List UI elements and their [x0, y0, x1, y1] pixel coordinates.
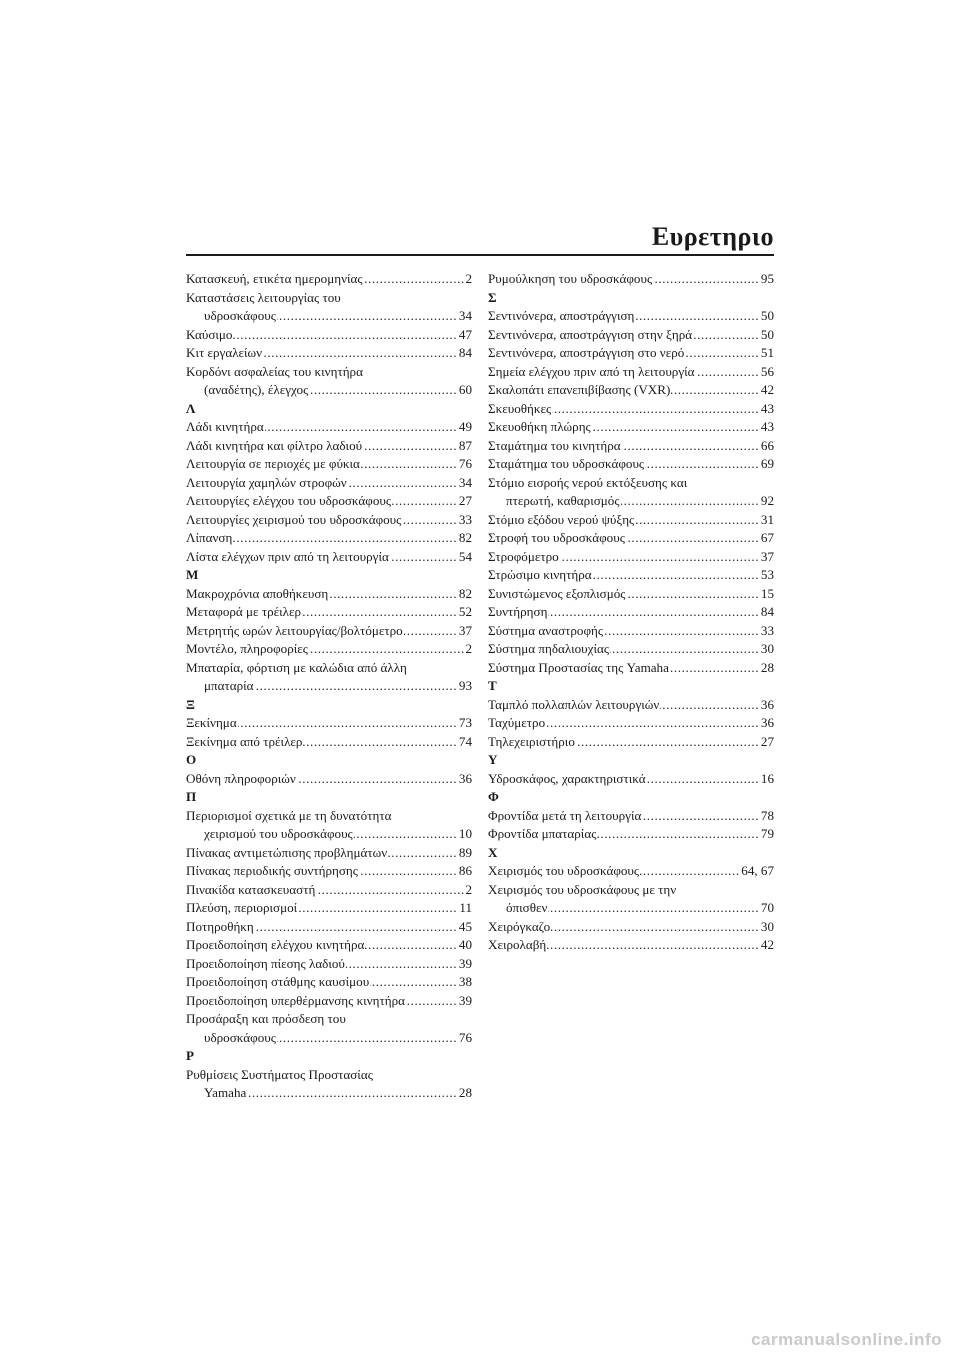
index-letter-heading: Ξ — [186, 696, 195, 712]
index-entry — [488, 862, 774, 881]
index-entry-page-number: 28 — [458, 1084, 472, 1103]
index-entry — [186, 844, 472, 863]
index-entry-text: Τηλεχειριστήριο — [488, 733, 575, 749]
index-letter-heading: Χ — [488, 844, 498, 860]
index-entry — [186, 455, 472, 474]
index-entry-page-number: 69 — [760, 455, 774, 474]
watermark: carmanualsonline.info — [751, 1330, 942, 1349]
index-entry — [186, 825, 472, 844]
index-entry — [186, 807, 472, 826]
index-entry-text: Κιτ εργαλείων — [186, 345, 263, 360]
index-entry-page-number: 27 — [458, 492, 472, 511]
index-entry-page-number: 51 — [760, 344, 774, 363]
index-entry-text: Καταστάσεις λειτουργίας του — [186, 289, 341, 305]
index-entry-page-number: 49 — [458, 418, 472, 437]
index-entry-page-number: 42 — [760, 381, 774, 400]
page-title: Ευρετηριο — [651, 222, 774, 251]
index-entry-text: χειρισμού του υδροσκάφους — [186, 826, 354, 841]
index-entry-text: Σκευοθήκες — [488, 400, 552, 416]
index-entry-page-number: 89 — [458, 844, 472, 863]
index-entry-text: Στόμιο εισροής νερού εκτόξευσης και — [488, 474, 688, 490]
index-entry — [186, 603, 472, 622]
index-entry-text: Περιορισμοί σχετικά με τη δυνατότητα — [186, 807, 392, 823]
index-entry-text: Προειδοποίηση ελέγχου κινητήρα — [186, 937, 365, 952]
index-entry-text: Λειτουργία χαμηλών στροφών — [186, 474, 347, 490]
index-entry-text: Μετρητής ωρών λειτουργίας/βολτόμετρο — [186, 622, 403, 638]
index-entry-page-number: 43 — [760, 418, 774, 437]
index-entry-page-number: 86 — [458, 862, 472, 881]
index-entry-text: Σύστημα Προστασίας της Yamaha — [488, 659, 669, 675]
index-entry — [186, 344, 472, 363]
index-entry-text: Σεντινόνερα, αποστράγγιση στο νερό — [488, 345, 685, 360]
index-letter-heading: Φ — [488, 789, 499, 804]
index-entry-text: Λίπανση — [186, 530, 233, 545]
index-entry-text: Φροντίδα μετά τη λειτουργία — [488, 807, 642, 823]
index-entry — [186, 437, 472, 456]
index-entry-page-number: 2 — [464, 270, 472, 289]
index-entry — [488, 603, 774, 622]
index-entry-text: Στροφή του υδροσκάφους — [488, 530, 625, 545]
index-entry — [488, 400, 774, 419]
index-entry-text: Λειτουργίες ελέγχου του υδροσκάφους — [186, 493, 392, 508]
index-entry — [186, 289, 472, 308]
index-entry-page-number: 36 — [760, 696, 774, 715]
index-entry — [488, 418, 774, 437]
index-entry-page-number: 38 — [458, 973, 472, 992]
index-entry-page-number: 31 — [760, 511, 774, 530]
index-entry-text: Σημεία ελέγχου πριν από τη λειτουργία — [488, 363, 695, 379]
index-entry — [186, 1084, 472, 1103]
index-entry-page-number: 66 — [760, 437, 774, 456]
index-entry — [488, 270, 774, 289]
index-entry-page-number: 60 — [458, 381, 472, 400]
index-entry — [488, 899, 774, 918]
index-entry — [186, 492, 472, 511]
index-entry-page-number: 53 — [760, 566, 774, 585]
index-entry-page-number: 50 — [760, 326, 774, 345]
index-entry-page-number: 2 — [464, 640, 472, 659]
index-entry-text: Συνιστώμενος εξοπλισμός — [488, 585, 626, 601]
index-entry-page-number: 36 — [458, 770, 472, 789]
index-entry — [488, 640, 774, 659]
index-entry-text: Οθόνη πληροφοριών — [186, 770, 296, 786]
index-entry — [186, 955, 472, 974]
index-letter-heading: Π — [186, 789, 197, 804]
index-entry-page-number: 37 — [458, 622, 472, 641]
index-entry-text: Yamaha — [186, 1085, 247, 1100]
index-entry — [186, 659, 472, 678]
index-entry-text: Σύστημα πηδαλιουχίας — [488, 641, 610, 656]
index-entry-page-number: 50 — [760, 307, 774, 326]
index-entry-page-number: 78 — [760, 807, 774, 826]
index-entry-page-number: 34 — [458, 307, 472, 326]
index-entry — [186, 363, 472, 382]
index-entry-text: Λάδι κινητήρα και φίλτρο λαδιού — [186, 437, 363, 453]
index-entry-text: όπισθεν — [488, 900, 548, 915]
index-column-left — [186, 270, 472, 1103]
index-entry-page-number: 30 — [760, 918, 774, 937]
index-entry-text: Μακροχρόνια αποθήκευση — [186, 585, 329, 601]
index-entry — [186, 714, 472, 733]
index-entry-text: Μοντέλο, πληροφορίες — [186, 641, 308, 656]
index-entry-text: Πίνακας περιοδικής συντήρησης — [186, 863, 358, 878]
index-entry — [488, 881, 774, 900]
index-entry — [186, 918, 472, 937]
index-entry-text: Χειρόγκαζο — [488, 918, 551, 934]
index-entry-text: Χειρισμός του υδροσκάφους με την — [488, 881, 677, 897]
index-entry-page-number: 27 — [760, 733, 774, 752]
index-entry-text: Σύστημα αναστροφής — [488, 622, 604, 638]
index-entry — [488, 548, 774, 567]
index-letter-heading: Λ — [186, 400, 196, 416]
index-entry-page-number: 36 — [760, 714, 774, 733]
index-entry-text: Λάδι κινητήρα — [186, 419, 264, 434]
index-entry-page-number: 95 — [760, 270, 774, 289]
index-entry — [186, 270, 472, 289]
index-entry-page-number: 2 — [464, 881, 472, 900]
index-entry-text: Σταμάτημα του υδροσκάφους — [488, 456, 645, 471]
index-entry-page-number: 16 — [760, 770, 774, 789]
index-letter-heading: Υ — [488, 752, 498, 767]
index-entry-text: μπαταρία — [186, 678, 255, 693]
index-entry-page-number: 82 — [458, 529, 472, 548]
index-entry-text: Σεντινόνερα, αποστράγγιση στην ξηρά — [488, 326, 693, 342]
index-entry-page-number: 92 — [760, 492, 774, 511]
index-entry-page-number: 34 — [458, 474, 472, 493]
index-entry-text: Ξεκίνημα από τρέιλερ — [186, 733, 303, 749]
index-entry-text: υδροσκάφους — [186, 1030, 277, 1045]
index-entry-page-number: 87 — [458, 437, 472, 456]
index-column-right — [488, 270, 774, 955]
index-entry — [488, 714, 774, 733]
index-entry-text: Σκαλοπάτι επανεπιβίβασης (VXR) — [488, 382, 671, 397]
index-entry-text: Μεταφορά με τρέιλερ — [186, 604, 302, 619]
index-entry-page-number: 56 — [760, 363, 774, 382]
index-entry-text: Ρυμούλκηση του υδροσκάφους — [488, 271, 653, 286]
index-entry — [488, 511, 774, 530]
index-entry-text: υδροσκάφους — [186, 308, 277, 323]
index-entry — [186, 640, 472, 659]
index-entry — [186, 862, 472, 881]
index-entry-text: Προειδοποίηση στάθμης καυσίμου — [186, 974, 370, 989]
index-entry-page-number: 40 — [458, 936, 472, 955]
index-entry-text: πτερωτή, καθαρισμός — [488, 493, 621, 508]
index-entry-page-number: 11 — [458, 899, 472, 918]
index-entry — [186, 881, 472, 900]
index-entry-page-number: 39 — [458, 992, 472, 1011]
index-entry-page-number: 15 — [760, 585, 774, 604]
index-entry — [186, 548, 472, 567]
index-entry-text: Φροντίδα μπαταρίας — [488, 826, 597, 841]
index-entry-text: Λειτουργία σε περιοχές με φύκια — [186, 456, 360, 471]
index-entry-text: Σταμάτημα του κινητήρα — [488, 437, 621, 453]
index-entry-text: Πινακίδα κατασκευαστή — [186, 881, 316, 897]
index-entry — [488, 807, 774, 826]
index-entry — [488, 344, 774, 363]
index-entry — [488, 659, 774, 678]
index-entry-text: Κατασκευή, ετικέτα ημερομηνίας — [186, 271, 363, 286]
index-entry — [186, 622, 472, 641]
index-entry-page-number: 93 — [458, 677, 472, 696]
index-entry — [488, 696, 774, 715]
index-entry — [488, 585, 774, 604]
index-entry-page-number: 54 — [458, 548, 472, 567]
index-entry — [186, 585, 472, 604]
index-entry-page-number: 74 — [458, 733, 472, 752]
index-entry-page-number: 76 — [458, 1029, 472, 1048]
index-entry-text: Πίνακας αντιμετώπισης προβλημάτων — [186, 844, 388, 860]
title-rule — [186, 254, 774, 256]
index-entry — [186, 474, 472, 493]
index-letter-heading: Σ — [488, 289, 497, 305]
index-entry — [186, 973, 472, 992]
index-entry-page-number: 45 — [458, 918, 472, 937]
index-entry-text: Ξεκίνημα — [186, 715, 237, 730]
index-letter-heading: Μ — [186, 567, 199, 582]
index-entry — [488, 437, 774, 456]
index-entry — [488, 492, 774, 511]
index-entry — [488, 326, 774, 345]
index-entry — [488, 474, 774, 493]
index-entry — [488, 733, 774, 752]
index-letter-heading: Τ — [488, 678, 497, 693]
index-entry — [488, 566, 774, 585]
index-entry — [186, 936, 472, 955]
index-entry-page-number: 30 — [760, 640, 774, 659]
index-entry — [186, 326, 472, 345]
index-entry-page-number: 73 — [458, 714, 472, 733]
index-entry — [186, 992, 472, 1011]
index-entry — [186, 418, 472, 437]
index-entry-page-number: 33 — [760, 622, 774, 641]
index-entry-text: Προσάραξη και πρόσδεση του — [186, 1011, 346, 1026]
index-entry-page-number: 33 — [458, 511, 472, 530]
index-entry-page-number: 52 — [458, 603, 472, 622]
index-entry — [186, 770, 472, 789]
index-entry — [488, 825, 774, 844]
index-entry-text: Χειρολαβή — [488, 937, 547, 952]
index-entry-text: Κορδόνι ασφαλείας του κινητήρα — [186, 363, 363, 379]
index-entry-text: Πλεύση, περιορισμοί — [186, 900, 298, 915]
index-entry — [488, 529, 774, 548]
index-entry-text: Χειρισμός του υδροσκάφους — [488, 863, 640, 878]
index-entry-text: Καύσιμο — [186, 326, 233, 342]
index-entry-page-number: 84 — [760, 603, 774, 622]
index-entry-text: (αναδέτης), έλεγχος — [186, 382, 309, 397]
index-entry-text: Προειδοποίηση πίεσης λαδιού — [186, 955, 345, 971]
index-entry — [488, 622, 774, 641]
index-entry-text: Λειτουργίες χειρισμού του υδροσκάφους — [186, 511, 402, 527]
index-entry — [186, 529, 472, 548]
index-entry — [186, 307, 472, 326]
index-entry-page-number: 76 — [458, 455, 472, 474]
index-entry — [186, 1029, 472, 1048]
index-entry-page-number: 37 — [760, 548, 774, 567]
index-entry-text: Υδροσκάφος, χαρακτηριστικά — [488, 770, 646, 786]
index-entry — [186, 1066, 472, 1085]
index-entry — [488, 455, 774, 474]
index-letter-heading: Ο — [186, 752, 197, 767]
index-entry-page-number: 43 — [760, 400, 774, 419]
index-entry-page-number: 79 — [760, 825, 774, 844]
index-entry-text: Στόμιο εξόδου νερού ψύξης — [488, 511, 635, 527]
index-entry-page-number: 82 — [458, 585, 472, 604]
index-entry — [488, 363, 774, 382]
index-entry — [186, 381, 472, 400]
index-entry-text: Στρώσιμο κινητήρα — [488, 567, 592, 582]
index-entry-text: Στροφόμετρο — [488, 548, 559, 564]
index-entry-page-number: 10 — [458, 825, 472, 844]
index-entry-page-number: 70 — [760, 899, 774, 918]
index-entry-text: Μπαταρία, φόρτιση με καλώδια από άλλη — [186, 659, 407, 675]
index-entry — [186, 1010, 472, 1029]
index-entry — [488, 936, 774, 955]
index-entry-text: Σκευοθήκη πλώρης — [488, 419, 591, 434]
index-entry-page-number: 67 — [760, 529, 774, 548]
index-entry-text: Συντήρηση — [488, 604, 548, 619]
index-entry-text: Προειδοποίηση υπερθέρμανσης κινητήρα — [186, 992, 405, 1008]
index-entry-page-number: 47 — [458, 326, 472, 345]
index-entry — [488, 770, 774, 789]
index-entry-page-number: 84 — [458, 344, 472, 363]
index-entry-page-number: 39 — [458, 955, 472, 974]
index-entry-text: Σεντινόνερα, αποστράγγιση — [488, 308, 635, 323]
index-entry-page-number: 64, 67 — [740, 862, 774, 881]
index-entry — [186, 511, 472, 530]
index-letter-heading: Ρ — [186, 1048, 194, 1063]
index-entry-text: Ρυθμίσεις Συστήματος Προστασίας — [186, 1066, 373, 1082]
index-entry — [488, 381, 774, 400]
index-entry-page-number: 42 — [760, 936, 774, 955]
index-entry — [186, 733, 472, 752]
index-entry — [488, 918, 774, 937]
index-entry-text: Ταχύμετρο — [488, 715, 546, 730]
index-entry-page-number: 28 — [760, 659, 774, 678]
index-entry — [186, 677, 472, 696]
index-entry-text: Ποτηροθήκη — [186, 918, 254, 934]
index-entry-text: Ταμπλό πολλαπλών λειτουργιών — [488, 696, 660, 712]
index-entry — [488, 307, 774, 326]
index-entry-text: Λίστα ελέγχων πριν από τη λειτουργία — [186, 548, 389, 564]
index-entry — [186, 899, 472, 918]
